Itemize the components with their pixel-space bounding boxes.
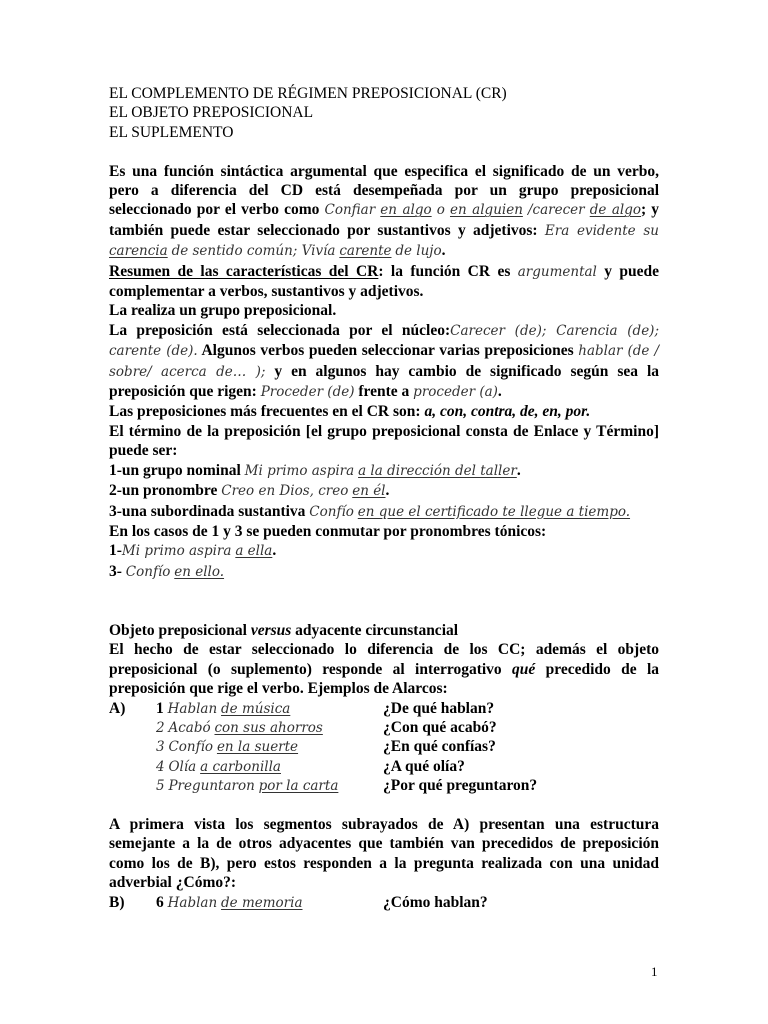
item-3: 3-una subordinada sustantiva Confío en que el certificado te llegue a tiempo. (109, 502, 631, 520)
preposicion-paragraph: La preposición está seleccionada por el núcleo:Carecer (de); Carencia (de); carente (de). Algunos verbos pueden seleccionar varias preposiciones hablar (de / sobre/ acerca de… ); y en algunos hay cambio de significado según sea la preposición que rigen: Proceder (de) frente a proceder (a). (109, 321, 660, 401)
resumen-label: Resumen de las características del CR (109, 262, 379, 280)
versus-paragraph: El hecho de estar seleccionado lo diferencia de los CC; además el objeto preposicional (o suplemento) responde al interrogativo qué precedido de la preposición que rige el verbo. Ejemplos de Alarcos: (109, 641, 660, 698)
example-row: 3 Confío en la suerte ¿En qué confías? (156, 738, 496, 756)
frecuentes-line: Las preposiciones más frecuentes en el CR son: a, con, contra, de, en, por. (109, 403, 591, 421)
primera-vista-paragraph: A primera vista los segmentos subrayados de A) presentan una estructura semejante a la de otros adyacentes que también van precedidos de preposición como los de B), pero estos responden a la pregunta realizada con una unidad adverbial ¿Cómo?: (109, 815, 660, 892)
grupo-line: La realiza un grupo preposicional. (109, 302, 337, 320)
example-row: 2 Acabó con sus ahorros ¿Con qué acabó? (156, 718, 497, 736)
versus-heading: Objeto preposicional versus adyacente circunstancial (109, 621, 459, 639)
title-line-3: EL SUPLEMENTO (109, 123, 234, 141)
examples-a (109, 699, 659, 796)
page-number: 1 (651, 964, 658, 979)
example-row: 4 Olía a carbonilla ¿A qué olía? (156, 757, 465, 775)
title-line-1: EL COMPLEMENTO DE RÉGIMEN PREPOSICIONAL (CR) (109, 85, 507, 102)
document-body (109, 84, 659, 912)
example-row: A) 1 Hablan de música ¿De qué hablan? (109, 699, 495, 717)
conmutar-example-1: 1-Mi primo aspira a ella. (109, 542, 277, 560)
conmutar-example-3: 3- Confío en ello. (109, 562, 225, 580)
item-1: 1-un grupo nominal Mi primo aspira a la dirección del taller. (109, 461, 521, 479)
resumen-paragraph: Resumen de las características del CR: la función CR es argumental y puede complementar a verbos, sustantivos y adjetivos. (109, 262, 660, 301)
item-2: 2-un pronombre Creo en Dios, creo en él. (109, 482, 390, 500)
conmutar-line: En los casos de 1 y 3 se pueden conmutar por pronombres tónicos: (109, 522, 547, 540)
example-b-row: B) 6 Hablan de memoria ¿Cómo hablan? (109, 893, 488, 911)
title-line-2: EL OBJETO PREPOSICIONAL (109, 104, 314, 122)
example-row: 5 Preguntaron por la carta ¿Por qué preguntaron? (156, 777, 538, 795)
termino-paragraph: El término de la preposición [el grupo preposicional consta de Enlace y Término] puede ser: (109, 422, 659, 460)
intro-paragraph: Es una función sintáctica argumental que especifica el significado de un verbo, pero a diferencia del CD está desempeñada por un grupo preposicional seleccionado por el verbo como Confiar en algo o en alguien /carecer de algo; y también puede estar seleccionado por sustantivos y adjetivos: Era evidente su carencia de sentido común; Vivía carente de lujo. (109, 162, 660, 260)
